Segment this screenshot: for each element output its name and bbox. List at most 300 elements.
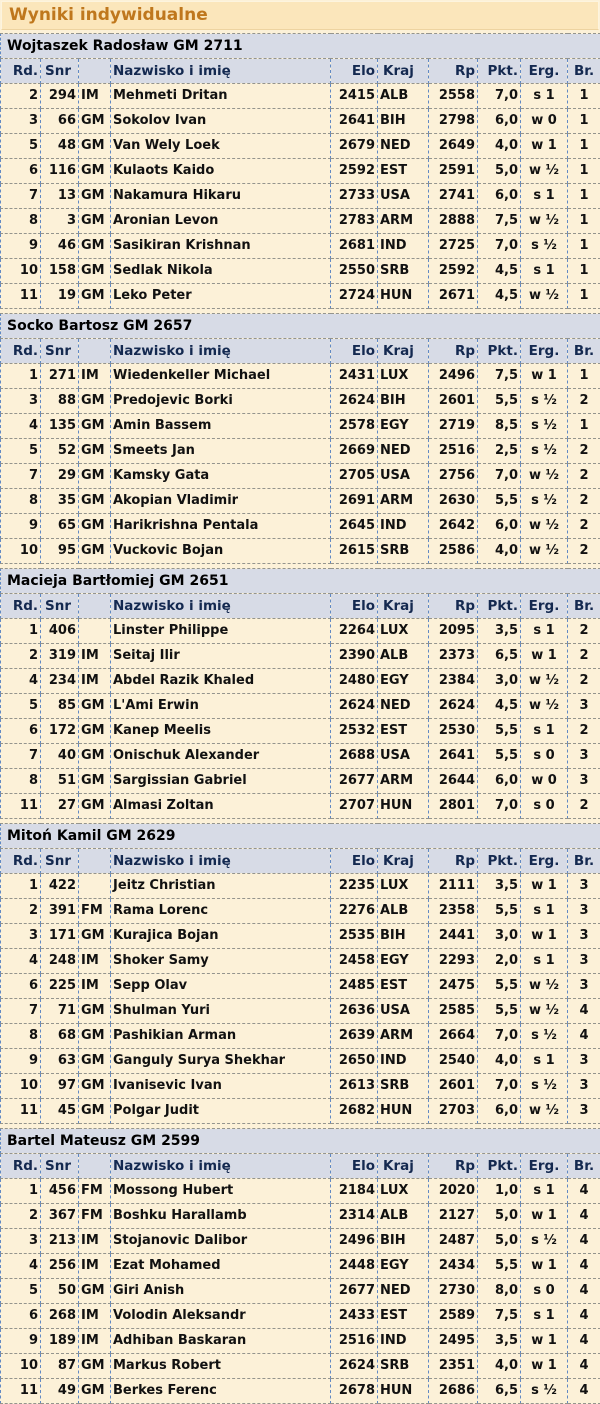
start-number-cell: 27 [41,794,79,819]
start-number-cell: 35 [41,489,79,514]
result-cell: s 1 [521,619,568,644]
name-cell: Predojevic Borki [111,389,331,414]
elo-cell: 2431 [331,364,378,389]
country-cell: NED [378,1279,429,1304]
result-row [1,539,600,564]
start-number-cell: 406 [41,619,79,644]
performance-cell: 2020 [429,1179,478,1204]
country-cell: SRB [378,259,429,284]
start-number-cell: 66 [41,109,79,134]
result-cell: w ½ [521,669,568,694]
name-cell: Shulman Yuri [111,999,331,1024]
points-cell: 7,0 [478,84,521,109]
elo-cell: 2624 [331,694,378,719]
elo-cell: 2636 [331,999,378,1024]
start-number-cell: 234 [41,669,79,694]
performance-cell: 2540 [429,1049,478,1074]
round-cell: 7 [1,464,41,489]
performance-cell: 2671 [429,284,478,309]
name-cell: Smeets Jan [111,439,331,464]
board-cell: 4 [568,1179,600,1204]
points-cell: 8,5 [478,414,521,439]
performance-cell: 2496 [429,364,478,389]
start-number-cell: 45 [41,1099,79,1124]
title-cell: GM [79,439,111,464]
result-cell: w 0 [521,769,568,794]
title-cell: IM [79,364,111,389]
points-cell: 5,0 [478,1204,521,1229]
result-cell: s ½ [521,389,568,414]
title-cell: GM [79,924,111,949]
elo-cell: 2415 [331,84,378,109]
country-cell: LUX [378,364,429,389]
title-cell: GM [79,1279,111,1304]
points-cell: 4,0 [478,1049,521,1074]
name-cell: Van Wely Loek [111,134,331,159]
start-number-cell: 63 [41,1049,79,1074]
country-cell: BIH [378,1229,429,1254]
country-cell: BIH [378,389,429,414]
title-cell: GM [79,259,111,284]
result-row [1,949,600,974]
points-cell: 6,5 [478,1379,521,1404]
points-cell: 7,5 [478,1304,521,1329]
player-name-heading: Macieja Bartłomiej GM 2651 [1,569,600,594]
points-cell: 3,0 [478,924,521,949]
elo-cell: 2276 [331,899,378,924]
performance-cell: 2475 [429,974,478,999]
col-header-points: Pkt. [478,1154,521,1179]
round-cell: 3 [1,924,41,949]
start-number-cell: 256 [41,1254,79,1279]
title-cell: GM [79,794,111,819]
result-cell: w 1 [521,1354,568,1379]
col-header-country: Kraj [378,59,429,84]
elo-cell: 2448 [331,1254,378,1279]
name-cell: Rama Lorenc [111,899,331,924]
result-row [1,794,600,819]
board-cell: 2 [568,669,600,694]
start-number-cell: 29 [41,464,79,489]
name-cell: L'Ami Erwin [111,694,331,719]
result-row [1,769,600,794]
elo-cell: 2184 [331,1179,378,1204]
performance-cell: 2801 [429,794,478,819]
elo-cell: 2705 [331,464,378,489]
result-row [1,209,600,234]
col-header-result: Erg. [521,59,568,84]
result-row [1,974,600,999]
elo-cell: 2724 [331,284,378,309]
country-cell: HUN [378,1379,429,1404]
country-cell: EST [378,719,429,744]
points-cell: 6,0 [478,184,521,209]
elo-cell: 2677 [331,769,378,794]
elo-cell: 2682 [331,1099,378,1124]
points-cell: 5,5 [478,999,521,1024]
title-cell: GM [79,109,111,134]
round-cell: 4 [1,949,41,974]
name-cell: Kamsky Gata [111,464,331,489]
start-number-cell: 271 [41,364,79,389]
title-cell: IM [79,1229,111,1254]
board-cell: 1 [568,364,600,389]
start-number-cell: 422 [41,874,79,899]
col-header-board: Br. [568,849,600,874]
result-row [1,1379,600,1404]
country-cell: USA [378,464,429,489]
col-header-result: Erg. [521,849,568,874]
col-header-result: Erg. [521,1154,568,1179]
start-number-cell: 248 [41,949,79,974]
title-cell: FM [79,1204,111,1229]
points-cell: 5,5 [478,389,521,414]
round-cell: 2 [1,1204,41,1229]
name-cell: Kurajica Bojan [111,924,331,949]
performance-cell: 2644 [429,769,478,794]
result-cell: s ½ [521,234,568,259]
elo-cell: 2650 [331,1049,378,1074]
elo-cell: 2733 [331,184,378,209]
result-cell: w ½ [521,464,568,489]
country-cell: IND [378,514,429,539]
title-cell: GM [79,464,111,489]
performance-cell: 2558 [429,84,478,109]
col-header-elo: Elo [331,59,378,84]
start-number-cell: 50 [41,1279,79,1304]
col-header-elo: Elo [331,339,378,364]
col-header-rp: Rp [429,594,478,619]
title-cell: GM [79,159,111,184]
result-row [1,464,600,489]
result-cell: s 1 [521,899,568,924]
board-cell: 1 [568,414,600,439]
performance-cell: 2592 [429,259,478,284]
title-cell: IM [79,1254,111,1279]
round-cell: 10 [1,1074,41,1099]
result-cell: w ½ [521,974,568,999]
player-name-heading: Socko Bartosz GM 2657 [1,314,600,339]
performance-cell: 2641 [429,744,478,769]
elo-cell: 2613 [331,1074,378,1099]
result-cell: w 1 [521,1204,568,1229]
performance-cell: 2664 [429,1024,478,1049]
result-row [1,414,600,439]
round-cell: 3 [1,389,41,414]
col-header-elo: Elo [331,849,378,874]
title-cell: GM [79,719,111,744]
start-number-cell: 95 [41,539,79,564]
board-cell: 3 [568,974,600,999]
player-results-table [0,568,600,819]
start-number-cell: 19 [41,284,79,309]
name-cell: Wiedenkeller Michael [111,364,331,389]
result-row [1,1329,600,1354]
title-cell: FM [79,899,111,924]
performance-cell: 2516 [429,439,478,464]
result-cell: s ½ [521,1024,568,1049]
start-number-cell: 171 [41,924,79,949]
round-cell: 10 [1,539,41,564]
country-cell: ARM [378,489,429,514]
title-cell [79,874,111,899]
country-cell: SRB [378,539,429,564]
col-header-snr: Snr [41,1154,79,1179]
country-cell: ALB [378,1204,429,1229]
performance-cell: 2586 [429,539,478,564]
result-row [1,899,600,924]
col-header-elo: Elo [331,594,378,619]
name-cell: Sepp Olav [111,974,331,999]
performance-cell: 2601 [429,1074,478,1099]
result-row [1,184,600,209]
name-cell: Pashikian Arman [111,1024,331,1049]
name-cell: Polgar Judit [111,1099,331,1124]
round-cell: 6 [1,159,41,184]
board-cell: 1 [568,184,600,209]
points-cell: 1,0 [478,1179,521,1204]
col-header-points: Pkt. [478,594,521,619]
board-cell: 4 [568,1254,600,1279]
elo-cell: 2314 [331,1204,378,1229]
performance-cell: 2441 [429,924,478,949]
points-cell: 6,0 [478,769,521,794]
board-cell: 1 [568,134,600,159]
elo-cell: 2592 [331,159,378,184]
player-header-row [1,569,600,594]
result-cell: w ½ [521,539,568,564]
name-cell: Vuckovic Bojan [111,539,331,564]
name-cell: Akopian Vladimir [111,489,331,514]
result-row [1,999,600,1024]
round-cell: 10 [1,1354,41,1379]
title-cell: GM [79,1099,111,1124]
performance-cell: 2624 [429,694,478,719]
board-cell: 4 [568,1329,600,1354]
country-cell: NED [378,134,429,159]
result-row [1,644,600,669]
col-header-board: Br. [568,339,600,364]
performance-cell: 2888 [429,209,478,234]
country-cell: NED [378,439,429,464]
name-cell: Shoker Samy [111,949,331,974]
board-cell: 3 [568,1049,600,1074]
points-cell: 6,0 [478,514,521,539]
start-number-cell: 46 [41,234,79,259]
player-header-row [1,1129,600,1154]
result-cell: s 1 [521,184,568,209]
round-cell: 6 [1,719,41,744]
country-cell: LUX [378,1179,429,1204]
name-cell: Sargissian Gabriel [111,769,331,794]
title-cell: GM [79,1074,111,1099]
board-cell: 3 [568,769,600,794]
round-cell: 11 [1,1379,41,1404]
player-results-table [0,33,600,309]
player-results-table [0,823,600,1124]
country-cell: EST [378,159,429,184]
round-cell: 1 [1,874,41,899]
performance-cell: 2095 [429,619,478,644]
col-header-title [79,594,111,619]
points-cell: 5,0 [478,1229,521,1254]
points-cell: 5,5 [478,489,521,514]
result-cell: w ½ [521,514,568,539]
col-header-round: Rd. [1,59,41,84]
title-cell: GM [79,539,111,564]
points-cell: 7,0 [478,794,521,819]
start-number-cell: 225 [41,974,79,999]
round-cell: 8 [1,209,41,234]
start-number-cell: 49 [41,1379,79,1404]
points-cell: 4,5 [478,284,521,309]
name-cell: Aronian Levon [111,209,331,234]
round-cell: 10 [1,259,41,284]
points-cell: 2,5 [478,439,521,464]
round-cell: 4 [1,414,41,439]
player-header-row [1,314,600,339]
performance-cell: 2495 [429,1329,478,1354]
result-cell: w ½ [521,284,568,309]
country-cell: HUN [378,794,429,819]
board-cell: 1 [568,209,600,234]
result-row [1,134,600,159]
name-cell: Adhiban Baskaran [111,1329,331,1354]
result-row [1,84,600,109]
country-cell: ARM [378,209,429,234]
country-cell: ARM [378,1024,429,1049]
elo-cell: 2783 [331,209,378,234]
title-cell: GM [79,769,111,794]
column-header-row [1,1154,600,1179]
board-cell: 2 [568,794,600,819]
col-header-round: Rd. [1,594,41,619]
start-number-cell: 135 [41,414,79,439]
col-header-name: Nazwisko i imię [111,59,331,84]
round-cell: 9 [1,514,41,539]
title-cell: IM [79,644,111,669]
country-cell: IND [378,1049,429,1074]
result-row [1,1304,600,1329]
points-cell: 3,5 [478,1329,521,1354]
col-header-round: Rd. [1,849,41,874]
name-cell: Giri Anish [111,1279,331,1304]
title-cell: GM [79,1354,111,1379]
points-cell: 4,0 [478,1354,521,1379]
round-cell: 7 [1,744,41,769]
name-cell: Harikrishna Pentala [111,514,331,539]
country-cell: EST [378,1304,429,1329]
start-number-cell: 68 [41,1024,79,1049]
points-cell: 7,0 [478,234,521,259]
player-results-table [0,1128,600,1404]
column-header-row [1,849,600,874]
start-number-cell: 367 [41,1204,79,1229]
country-cell: EST [378,974,429,999]
country-cell: EGY [378,1254,429,1279]
round-cell: 8 [1,769,41,794]
country-cell: SRB [378,1074,429,1099]
board-cell: 4 [568,1024,600,1049]
board-cell: 2 [568,619,600,644]
board-cell: 3 [568,1099,600,1124]
board-cell: 4 [568,1304,600,1329]
round-cell: 8 [1,489,41,514]
board-cell: 1 [568,84,600,109]
start-number-cell: 189 [41,1329,79,1354]
col-header-board: Br. [568,1154,600,1179]
points-cell: 5,5 [478,719,521,744]
name-cell: Volodin Aleksandr [111,1304,331,1329]
title-cell: GM [79,284,111,309]
col-header-name: Nazwisko i imię [111,594,331,619]
country-cell: HUN [378,284,429,309]
result-cell: s 0 [521,744,568,769]
elo-cell: 2615 [331,539,378,564]
title-cell: GM [79,414,111,439]
elo-cell: 2578 [331,414,378,439]
title-cell: GM [79,1379,111,1404]
col-header-result: Erg. [521,339,568,364]
result-cell: w ½ [521,999,568,1024]
result-row [1,159,600,184]
title-cell: FM [79,1179,111,1204]
result-cell: s 1 [521,1049,568,1074]
title-cell: IM [79,84,111,109]
board-cell: 1 [568,109,600,134]
board-cell: 3 [568,874,600,899]
performance-cell: 2601 [429,389,478,414]
start-number-cell: 213 [41,1229,79,1254]
performance-cell: 2642 [429,514,478,539]
start-number-cell: 456 [41,1179,79,1204]
col-header-rp: Rp [429,339,478,364]
board-cell: 1 [568,234,600,259]
performance-cell: 2719 [429,414,478,439]
board-cell: 2 [568,719,600,744]
performance-cell: 2798 [429,109,478,134]
col-header-rp: Rp [429,849,478,874]
start-number-cell: 85 [41,694,79,719]
board-cell: 4 [568,1279,600,1304]
board-cell: 2 [568,514,600,539]
points-cell: 5,0 [478,159,521,184]
col-header-country: Kraj [378,1154,429,1179]
name-cell: Nakamura Hikaru [111,184,331,209]
start-number-cell: 88 [41,389,79,414]
title-cell: GM [79,1049,111,1074]
performance-cell: 2591 [429,159,478,184]
round-cell: 1 [1,364,41,389]
elo-cell: 2264 [331,619,378,644]
name-cell: Kanep Meelis [111,719,331,744]
elo-cell: 2532 [331,719,378,744]
result-cell: s ½ [521,414,568,439]
result-cell: s ½ [521,1229,568,1254]
start-number-cell: 97 [41,1074,79,1099]
country-cell: ALB [378,644,429,669]
country-cell: USA [378,184,429,209]
result-cell: w 1 [521,924,568,949]
performance-cell: 2373 [429,644,478,669]
result-row [1,1354,600,1379]
name-cell: Kulaots Kaido [111,159,331,184]
name-cell: Ivanisevic Ivan [111,1074,331,1099]
result-cell: s ½ [521,1379,568,1404]
board-cell: 2 [568,439,600,464]
country-cell: ALB [378,84,429,109]
points-cell: 5,5 [478,974,521,999]
